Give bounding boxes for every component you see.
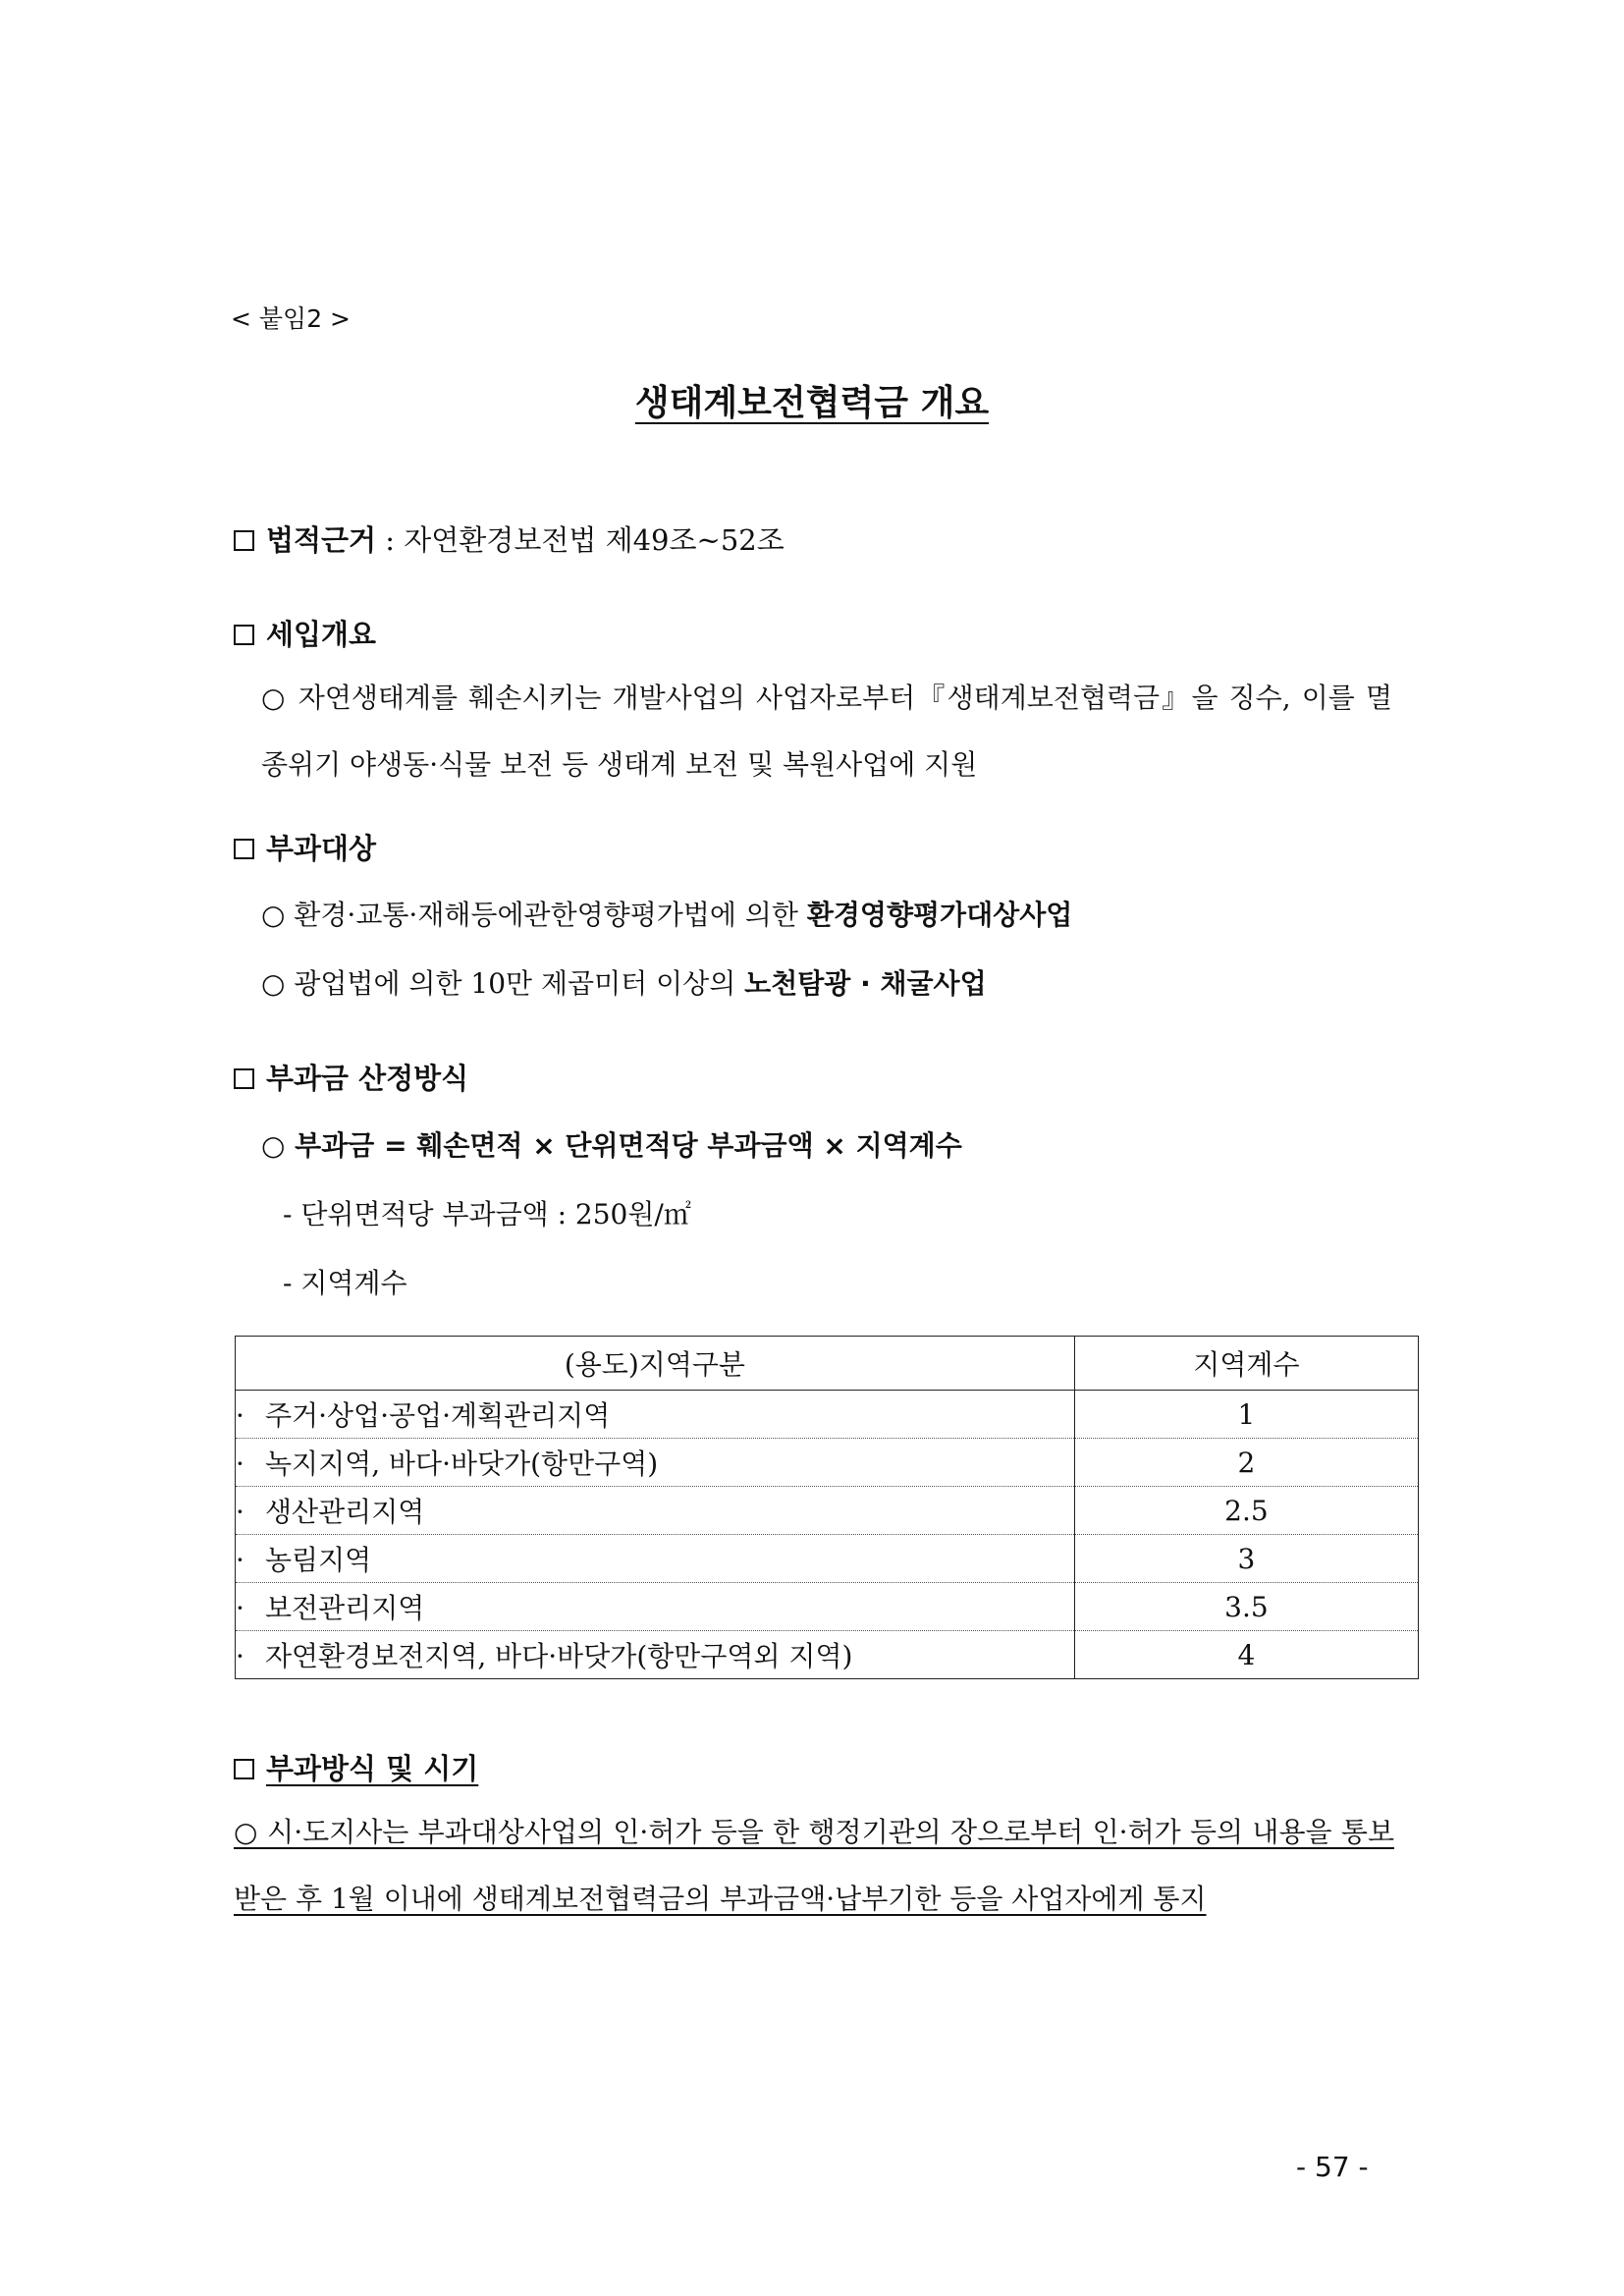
table-row: [236, 1487, 1419, 1535]
region-name: 주거·상업·공업·계획관리지역: [265, 1399, 611, 1432]
bullet-dot: ·: [236, 1496, 244, 1528]
annex-label: < 붙임2 >: [231, 304, 351, 333]
levy-formula: ○ 부과금 = 훼손면적 × 단위면적당 부과금액 × 지역계수: [261, 1129, 962, 1162]
region-name: 자연환경보전지역, 바다·바닷가(항만구역외 지역): [265, 1640, 853, 1672]
intro-text: ○ 자연생태계를 훼손시키는 개발사업의 사업자로부터『생태계보전협력금』을 징수, 이를 멸종위기 야생동·식물 보전 등 생태계 보전 및 복원사업에 지원: [261, 682, 1392, 781]
coefficient-cell: 1: [1074, 1391, 1418, 1439]
checkbox-square-icon: [234, 839, 254, 859]
region-name: 생산관리지역: [265, 1496, 425, 1528]
table-row: [236, 1535, 1419, 1583]
coefficient-cell: 3.5: [1074, 1583, 1418, 1631]
checkbox-square-icon: [234, 530, 254, 551]
intro-paragraph: [234, 665, 1392, 798]
section-levy-timing: [234, 1747, 478, 1787]
table-header-region: (용도)지역구분: [236, 1337, 1075, 1391]
checkbox-square-icon: [234, 1759, 254, 1779]
section-calculation-method: [234, 1057, 468, 1097]
document-title: [0, 375, 1624, 425]
table-header-row: [236, 1337, 1419, 1391]
checkbox-square-icon: [234, 1068, 254, 1089]
page-number: - 57 -: [1296, 2151, 1369, 2183]
region-coefficient-table: [235, 1336, 1419, 1679]
timing-paragraph: ○ 시·도지사는 부과대상사업의 인·허가 등을 한 행정기관의 장으로부터 인·허가 등의 내용을 통보받은 후 1월 이내에 생태계보전협력금의 부과금액·납부기한 등을 사업자에게 통지: [234, 1816, 1394, 1915]
region-cell: [236, 1535, 1075, 1583]
section-heading: 부과금 산정방식: [266, 1062, 469, 1095]
region-coefficient-label: - 지역계수: [283, 1267, 407, 1299]
section-heading: 부과대상: [266, 832, 377, 865]
bullet-dot: ·: [236, 1544, 244, 1576]
region-cell: [236, 1631, 1075, 1679]
bullet-dot: ·: [236, 1399, 244, 1432]
region-name: 녹지지역, 바다·바닷가(항만구역): [265, 1448, 659, 1480]
target-item-1-prefix: ○ 환경·교통·재해등에관한영향평가법에 의한: [261, 899, 807, 931]
section-heading: 법적근거: [266, 523, 377, 557]
region-name: 농림지역: [265, 1544, 372, 1576]
region-cell: [236, 1391, 1075, 1439]
table-row: [236, 1583, 1419, 1631]
target-item-2-bold: 노천탐광 · 채굴사업: [744, 967, 987, 1000]
table-row: [236, 1391, 1419, 1439]
target-item-1: [261, 894, 1072, 933]
section-text: : 자연환경보전법 제49조~52조: [385, 523, 785, 557]
section-legal-basis: [234, 519, 785, 559]
table-row: [236, 1439, 1419, 1487]
region-cell: [236, 1487, 1075, 1535]
target-item-1-bold: 환경영향평가대상사업: [806, 899, 1073, 931]
unit-price: - 단위면적당 부과금액 : 250원/㎡: [283, 1198, 691, 1230]
bullet-dot: ·: [236, 1592, 244, 1624]
section-levy-target: [234, 827, 376, 867]
region-cell: [236, 1583, 1075, 1631]
target-item-2-prefix: ○ 광업법에 의한 10만 제곱미터 이상의: [261, 967, 745, 1000]
bullet-dot: ·: [236, 1640, 244, 1672]
bullet-dot: ·: [236, 1448, 244, 1480]
section-heading: 부과방식 및 시기: [266, 1752, 479, 1785]
coefficient-cell: 2: [1074, 1439, 1418, 1487]
checkbox-square-icon: [234, 625, 254, 645]
section-revenue-overview: [234, 613, 376, 653]
coefficient-cell: 2.5: [1074, 1487, 1418, 1535]
section-heading: 세입개요: [266, 618, 377, 651]
target-item-2: [261, 962, 987, 1002]
region-cell: [236, 1439, 1075, 1487]
document-title-text: 생태계보전협력금 개요: [634, 383, 990, 423]
coefficient-cell: 3: [1074, 1535, 1418, 1583]
table-row: [236, 1631, 1419, 1679]
coefficient-cell: 4: [1074, 1631, 1418, 1679]
region-name: 보전관리지역: [265, 1592, 425, 1624]
table-header-coefficient: 지역계수: [1074, 1337, 1418, 1391]
